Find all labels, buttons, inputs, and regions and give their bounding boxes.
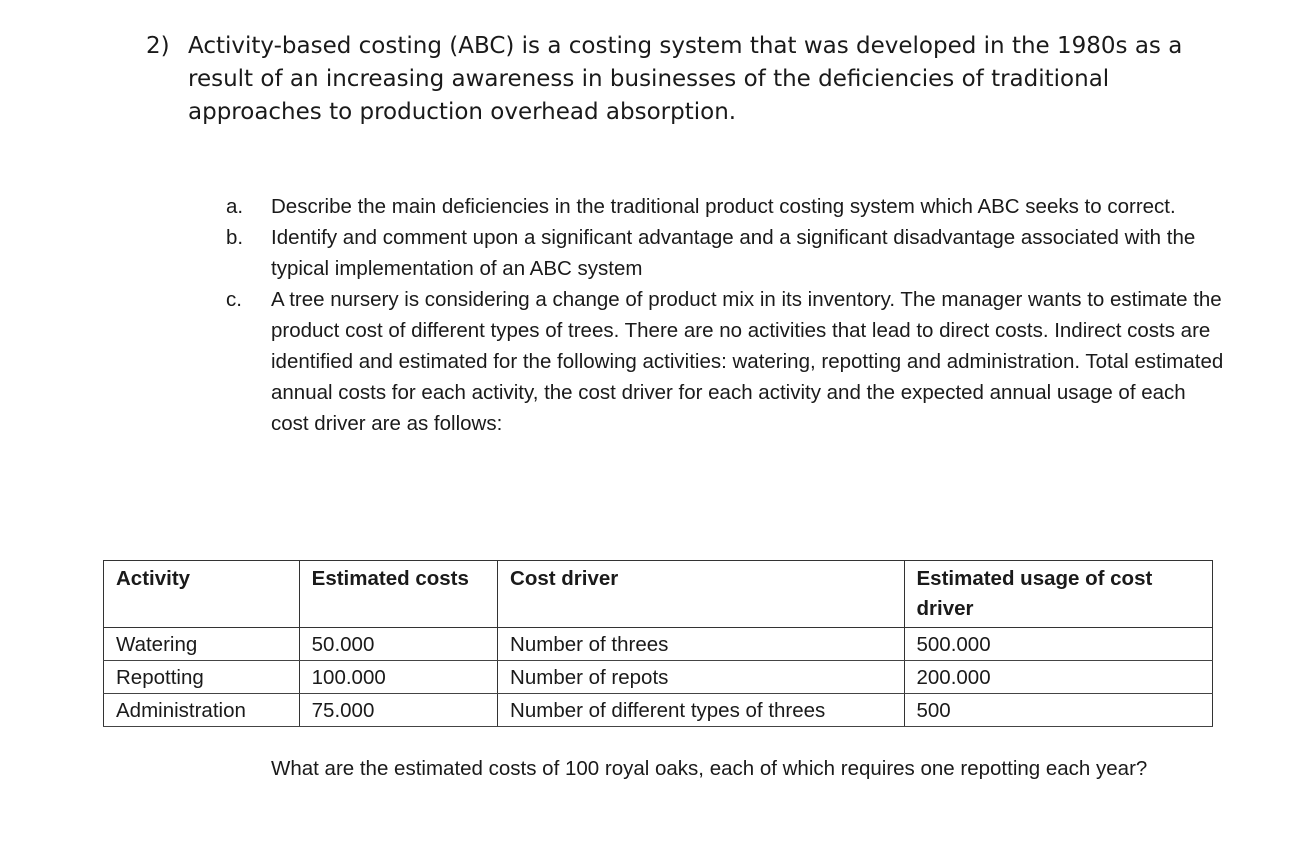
sub-question-text: Describe the main deficiencies in the traditional product costing system which ABC seeks to correct. [271, 195, 1176, 218]
sub-question-b [226, 222, 1226, 284]
cell-estimated-costs: 50.000 [299, 628, 497, 661]
sub-question-a [226, 191, 1226, 222]
cell-cost-driver: Number of different types of threes [498, 694, 904, 727]
sub-question-letter: b. [226, 226, 244, 249]
sub-question-text: Identify and comment upon a significant advantage and a significant disadvantage associated with the typical implementation of an ABC system [271, 226, 1196, 280]
cell-activity: Administration [104, 694, 300, 727]
activity-cost-table [103, 560, 1213, 727]
cell-estimated-costs: 100.000 [299, 661, 497, 694]
cell-estimated-usage: 500.000 [904, 628, 1213, 661]
sub-question-letter: a. [226, 195, 244, 218]
header-activity: Activity [104, 561, 300, 628]
question-intro: Activity-based costing (ABC) is a costing system that was developed in the 1980s as a result of an increasing awareness in businesses of the deficiencies of traditional approaches to production overhead absorption. [188, 33, 1183, 125]
table-row [104, 628, 1213, 661]
header-cost-driver: Cost driver [498, 561, 904, 628]
cell-estimated-costs: 75.000 [299, 694, 497, 727]
closing-question: What are the estimated costs of 100 royal oaks, each of which requires one repotting each year? [271, 757, 1148, 780]
cell-activity: Watering [104, 628, 300, 661]
sub-question-letter: c. [226, 288, 242, 311]
table-row [104, 694, 1213, 727]
sub-question-c [226, 284, 1226, 439]
question-number: 2) [146, 33, 170, 59]
cell-activity: Repotting [104, 661, 300, 694]
sub-question-list [226, 191, 1226, 439]
cell-estimated-usage: 200.000 [904, 661, 1213, 694]
sub-question-text: A tree nursery is considering a change of product mix in its inventory. The manager wants to estimate the product cost of different types of trees. There are no activities that lead to direct costs. Indirect costs are identified and estimated for the following activities: watering, repotting and administration. Total estimated annual costs for each activity, the cost driver for each activity and the expected annual usage of each cost driver are as follows: [271, 288, 1224, 435]
cell-cost-driver: Number of repots [498, 661, 904, 694]
table-row [104, 661, 1213, 694]
cell-estimated-usage: 500 [904, 694, 1213, 727]
header-estimated-usage: Estimated usage of cost driver [904, 561, 1213, 628]
table-header-row [104, 561, 1213, 628]
header-estimated-costs: Estimated costs [299, 561, 497, 628]
cell-cost-driver: Number of threes [498, 628, 904, 661]
